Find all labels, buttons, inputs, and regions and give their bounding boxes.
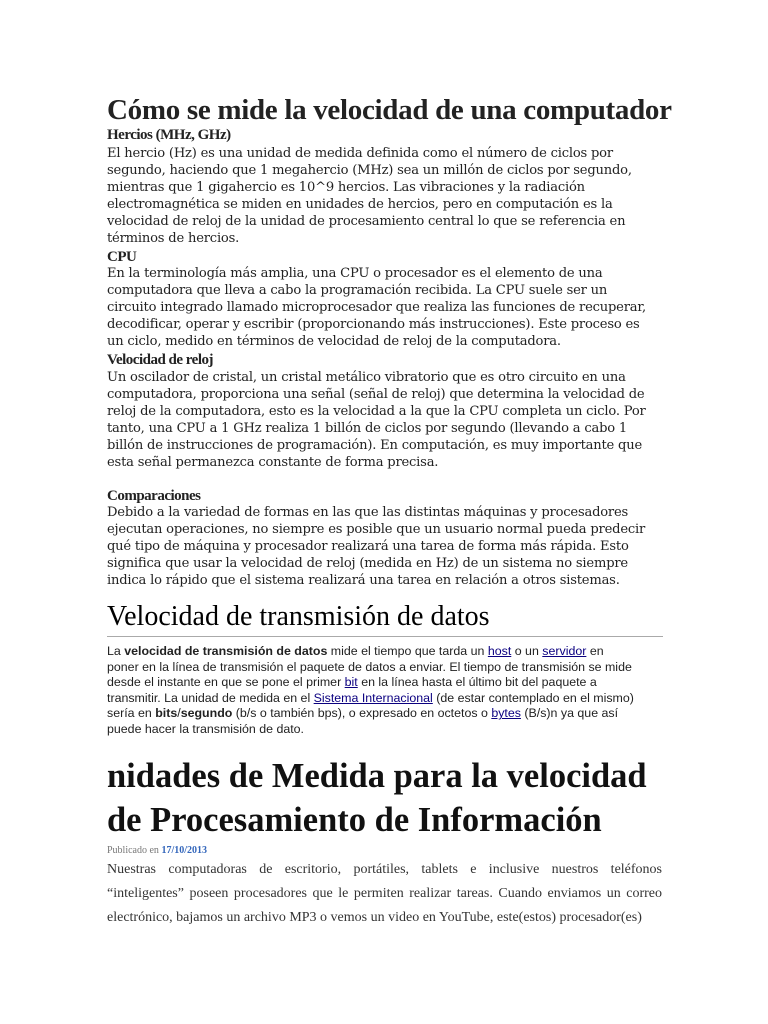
measurement-units-title: nidades de Medida para la velocidad de Procesamiento de Información <box>107 757 647 839</box>
text-segment: La <box>107 644 125 658</box>
section-text-hercios: El hercio (Hz) es una unidad de medida definida como el número de ciclos por segundo, haciendo que 1 megahercio (MHz) sea un millón de ciclos por segundo, mientras que 1 gigahercio es 10^9 hercios. Las vibraciones y la radiación electromagnética se miden en unidades de hercios, pero en computación es la velocidad de reloj de la unidad de procesamiento central lo que se referencia en términos de hercios. <box>107 146 632 246</box>
section-heading-velocidad-reloj: Velocidad de reloj <box>107 352 213 368</box>
section-heading-cpu: CPU <box>107 249 137 265</box>
text-segment: (b/s o también bps), o expresado en octetos o <box>232 706 492 721</box>
section-text-cpu: En la terminología más amplia, una CPU o procesador es el elemento de una computadora que lleva a cabo la programación recibida. La CPU suele ser un circuito integrado llamado microprocesador que realiza las funciones de recuperar, decodificar, operar y escribir (proporcionando más instrucciones). Este proceso es un ciclo, medido en términos de velocidad de reloj de la computadora. <box>107 266 646 349</box>
section-text-comparaciones: Debido a la variedad de formas en las que las distintas máquinas y procesadores ejecutan operaciones, no siempre es posible que un usuario normal pueda predecir qué tipo de máquina y procesador realizará una tarea de forma más rápida. Esto significa que usar la velocidad de reloj (medida en Hz) de un sistema no siempre indica lo rápido que el sistema realizará una tarea en relación a otros sistemas. <box>107 505 646 588</box>
section-text-velocidad-reloj: Un oscilador de cristal, un cristal metálico vibratorio que es otro circuito en una computadora, proporciona una señal (señal de reloj) que determina la velocidad de reloj de la computadora, esto es la velocidad a la que la CPU completa un ciclo. Por tanto, una CPU a 1 GHz realiza 1 billón de ciclos por segundo (llevando a cabo 1 billón de instrucciones de programación). En computación, es muy importante que esta señal permanezca constante de forma precisa. <box>107 370 646 470</box>
bit-link[interactable]: bit <box>344 675 358 690</box>
bold-term: velocidad de transmisión de datos <box>124 644 328 658</box>
bytes-link[interactable]: bytes <box>491 706 521 721</box>
text-segment: (de estar contemplado en el mismo) sería en <box>107 690 634 721</box>
text-segment: mide el tiempo que tarda un <box>327 644 488 658</box>
text-segment: en poner en la línea de transmisión el paquete de datos a enviar. El tiempo de transmisión se mide desde el instante en que se pone el primer <box>107 644 632 690</box>
article-title: Cómo se mide la velocidad de una computador <box>107 94 672 126</box>
heading-divider <box>107 636 663 637</box>
host-link[interactable]: host <box>487 644 512 658</box>
published-date-link[interactable]: 17/10/2013 <box>161 845 207 856</box>
transmission-title: Velocidad de transmisión de datos <box>107 601 490 632</box>
servidor-link[interactable]: servidor <box>542 644 587 658</box>
bold-bits: bits <box>155 706 178 721</box>
text-segment: en la línea hasta el último bit del paquete a transmitir. La unidad de medida en el <box>107 675 597 705</box>
transmission-paragraph <box>107 644 637 738</box>
sistema-internacional-link[interactable]: Sistema Internacional <box>313 690 433 705</box>
slash-separator: / <box>177 706 181 721</box>
published-label: Publicado en <box>107 845 159 856</box>
section-heading-hercios: Hercios (MHz, GHz) <box>107 127 231 143</box>
section-heading-comparaciones: Comparaciones <box>107 488 201 504</box>
published-meta <box>107 844 207 858</box>
text-segment: o un <box>511 644 543 658</box>
text-segment: (B/s)n ya que así puede hacer la transmisión de dato. <box>107 706 619 736</box>
bold-segundo: segundo <box>180 706 233 721</box>
measurement-units-body: Nuestras computadoras de escritorio, portátiles, tablets e inclusive nuestros teléfonos “inteligentes” poseen procesadores que le permiten realizar tareas. Cuando enviamos un correo electrónico, bajamos un archivo MP3 o vemos un video en YouTube, este(estos) procesador(es) <box>107 862 662 925</box>
